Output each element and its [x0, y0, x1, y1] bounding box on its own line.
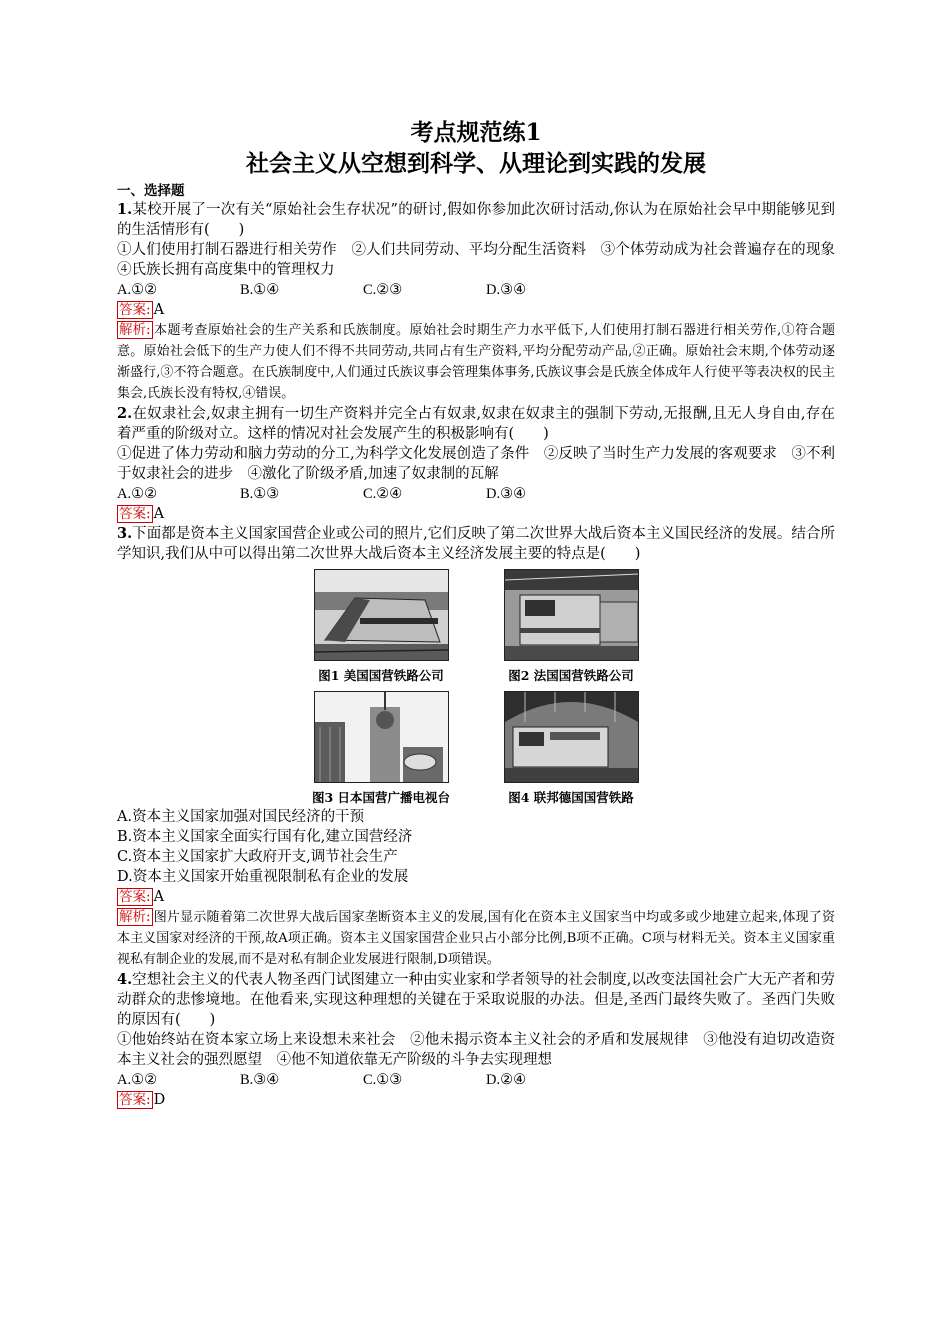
option-a: A.①②: [117, 282, 158, 298]
answer-tag: 答案:: [119, 302, 151, 318]
option-b: B.③④: [240, 1072, 280, 1088]
question-3-stem: 3.下面都是资本主义国家国营企业或公司的照片,它们反映了第二次世界大战后资本主义国民经济的发展。结合所学知识,我们从中可以得出第二次世界大战后资本主义经济发展主要的特点是( ): [117, 525, 835, 562]
question-3-option-c: C.资本主义国家扩大政府开支,调节社会生产: [117, 849, 398, 865]
option-d: D.②④: [486, 1072, 527, 1088]
train-photo-4: [504, 691, 639, 783]
answer-tag: 答案:: [119, 1092, 151, 1108]
question-4-options: [117, 1070, 835, 1090]
train-photo-2: [504, 569, 639, 661]
page-title: 考点规范练1: [410, 119, 542, 146]
option-b: B.①③: [240, 486, 280, 502]
page-subtitle: 社会主义从空想到科学、从理论到实践的发展: [246, 150, 706, 177]
figure-3-caption: 图3 日本国营广播电视台: [311, 790, 451, 805]
option-d: D.③④: [486, 282, 527, 298]
question-4-answer: 答案: D: [119, 1092, 166, 1108]
analysis-tag: 解析:: [119, 909, 151, 925]
question-1-analysis: 解析: 本题考查原始社会的生产关系和氏族制度。原始社会时期生产力水平低下,人们使用打制石器进行相关劳作,①符合题意。原始社会低下的生产力使人们不得不共同劳动,共同占有生产资料,平均分配劳动产品,②正确。原始社会末期,个体劳动逐渐盛行,③不符合题意。在氏族制度中,人们通过氏族议事会管理集体事务,氏族议事会是氏族全体成年人行使平等表决权的民主集会,氏族长没有特权,④错误。: [117, 322, 835, 401]
figure-grid: [296, 569, 656, 807]
question-2-options: [117, 484, 835, 504]
answer-tag: 答案:: [119, 506, 151, 522]
question-2-statements: ①促进了体力劳动和脑力劳动的分工,为科学文化发展创造了条件 ②反映了当时生产力发展的客观要求 ③不利于奴隶社会的进步 ④激化了阶级矛盾,加速了奴隶制的瓦解: [117, 446, 835, 482]
option-c: C.②③: [363, 282, 403, 298]
document-page: [117, 118, 850, 1110]
figure-2: [486, 569, 656, 685]
question-3-answer: 答案: A: [119, 889, 165, 905]
section-heading: 一、选择题: [117, 183, 185, 199]
question-3-option-a: A.资本主义国家加强对国民经济的干预: [117, 809, 365, 825]
figure-1: [296, 569, 466, 685]
question-2-stem: 2.在奴隶社会,奴隶主拥有一切生产资料并完全占有奴隶,奴隶在奴隶主的强制下劳动,无报酬,且无人身自由,存在着严重的阶级对立。这样的情况对社会发展产生的积极影响有( ): [117, 405, 835, 442]
question-2-answer: 答案: A: [119, 506, 165, 522]
figure-3: [296, 691, 466, 807]
figure-2-caption: 图2 法国国营铁路公司: [508, 668, 634, 683]
answer-tag: 答案:: [119, 889, 151, 905]
question-1-options: [117, 280, 835, 300]
question-4-statements: ①他始终站在资本家立场上来设想未来社会 ②他未揭示资本主义社会的矛盾和发展规律 ③他没有迫切改造资本主义社会的强烈愿望 ④他不知道依靠无产阶级的斗争去实现理想: [117, 1032, 835, 1068]
option-c: C.②④: [363, 486, 403, 502]
question-1-statements: ①人们使用打制石器进行相关劳作 ②人们共同劳动、平均分配生活资料 ③个体劳动成为社会普遍存在的现象 ④氏族长拥有高度集中的管理权力: [117, 242, 850, 278]
analysis-tag: 解析:: [119, 322, 151, 338]
option-a: A.①②: [117, 1072, 158, 1088]
question-3-option-b: B.资本主义国家全面实行国有化,建立国营经济: [117, 829, 413, 845]
question-3-analysis: 解析: 图片显示随着第二次世界大战后国家垄断资本主义的发展,国有化在资本主义国家当中均或多或少地建立起来,体现了资本主义国家对经济的干预,故A项正确。资本主义国家国营企业只占小部分比例,B项不正确。C项与材料无关。资本主义国家重视私有制企业的发展,而不是对私有制企业发展进行限制,D项错误。: [117, 909, 835, 967]
question-3-option-d: D.资本主义国家开始重视限制私有企业的发展: [117, 869, 409, 885]
option-b: B.①④: [240, 282, 280, 298]
figure-4: [486, 691, 656, 807]
option-a: A.①②: [117, 486, 158, 502]
figure-4-caption: 图4 联邦德国国营铁路: [508, 790, 634, 805]
question-1-stem: 1.某校开展了一次有关“原始社会生存状况”的研讨,假如你参加此次研讨活动,你认为在原始社会早中期能够见到的生活情形有( ): [117, 201, 835, 238]
option-c: C.①③: [363, 1072, 403, 1088]
question-4-stem: 4.空想社会主义的代表人物圣西门试图建立一种由实业家和学者领导的社会制度,以改变法国社会广大无产者和劳动群众的悲惨境地。在他看来,实现这种理想的关键在于采取说服的办法。但是,圣西门最终失败了。圣西门失败的原因有( ): [117, 971, 835, 1028]
option-d: D.③④: [486, 486, 527, 502]
figure-1-caption: 图1 美国国营铁路公司: [318, 668, 444, 683]
question-1-answer: 答案: A: [119, 302, 165, 318]
tv-tower-photo: [314, 691, 449, 783]
train-photo-1: [314, 569, 449, 661]
